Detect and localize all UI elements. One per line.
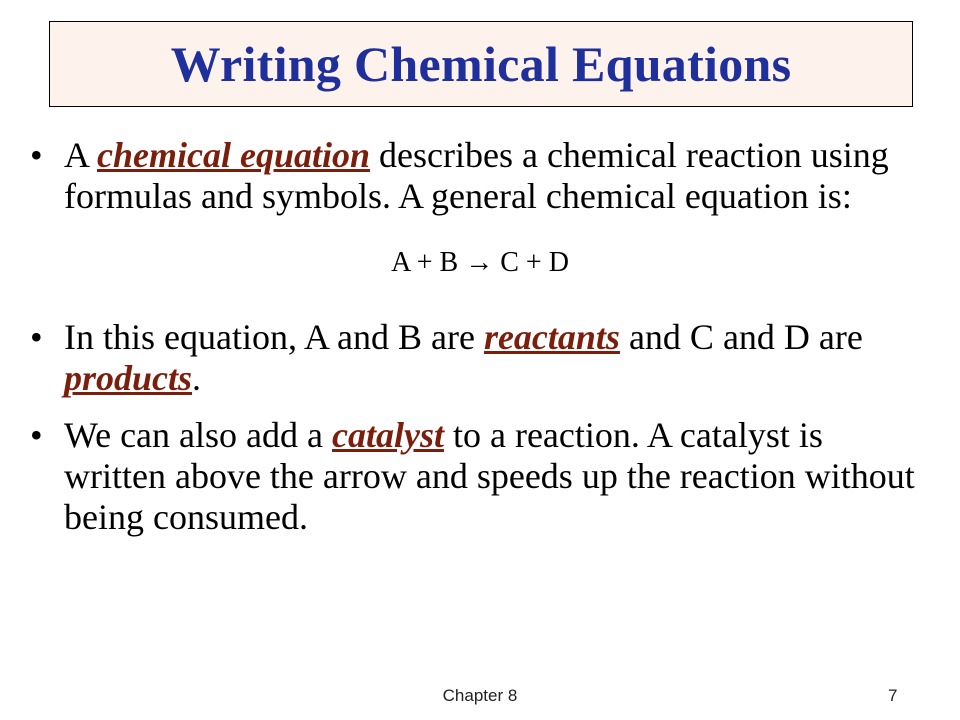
bullet-dot: • <box>30 317 43 357</box>
bullet-1-text-pre: A <box>64 135 98 175</box>
bullet-2-text-post: . <box>192 358 202 398</box>
bullet-dot: • <box>30 135 43 175</box>
term-chemical-equation: chemical equation <box>97 135 371 175</box>
bullet-item-3 <box>30 415 930 538</box>
bullet-dot: • <box>30 415 43 455</box>
footer-page-number: 7 <box>888 686 898 705</box>
bullet-1-text-post: describes a chemical reaction using formulas and symbols. A general chemical equation is: <box>64 135 889 216</box>
bullet-item-1 <box>30 135 930 217</box>
bullet-2-text-pre: In this equation, A and B are <box>64 317 484 357</box>
slide-content <box>30 135 930 538</box>
bullet-2-text-mid: and C and D are <box>619 317 863 357</box>
term-products: products <box>64 358 193 398</box>
title-box <box>49 21 913 107</box>
general-equation: A + B → C + D <box>391 247 569 278</box>
bullet-3-text-pre: We can also add a <box>64 415 332 455</box>
bullet-item-2 <box>30 317 930 399</box>
term-reactants: reactants <box>483 317 620 357</box>
footer-chapter: Chapter 8 <box>442 686 518 705</box>
term-catalyst: catalyst <box>331 415 444 455</box>
bullet-3-text-post: to a reaction. A catalyst is written above the arrow and speeds up the reaction without being consumed. <box>64 415 915 537</box>
slide-title: Writing Chemical Equations <box>170 36 792 92</box>
